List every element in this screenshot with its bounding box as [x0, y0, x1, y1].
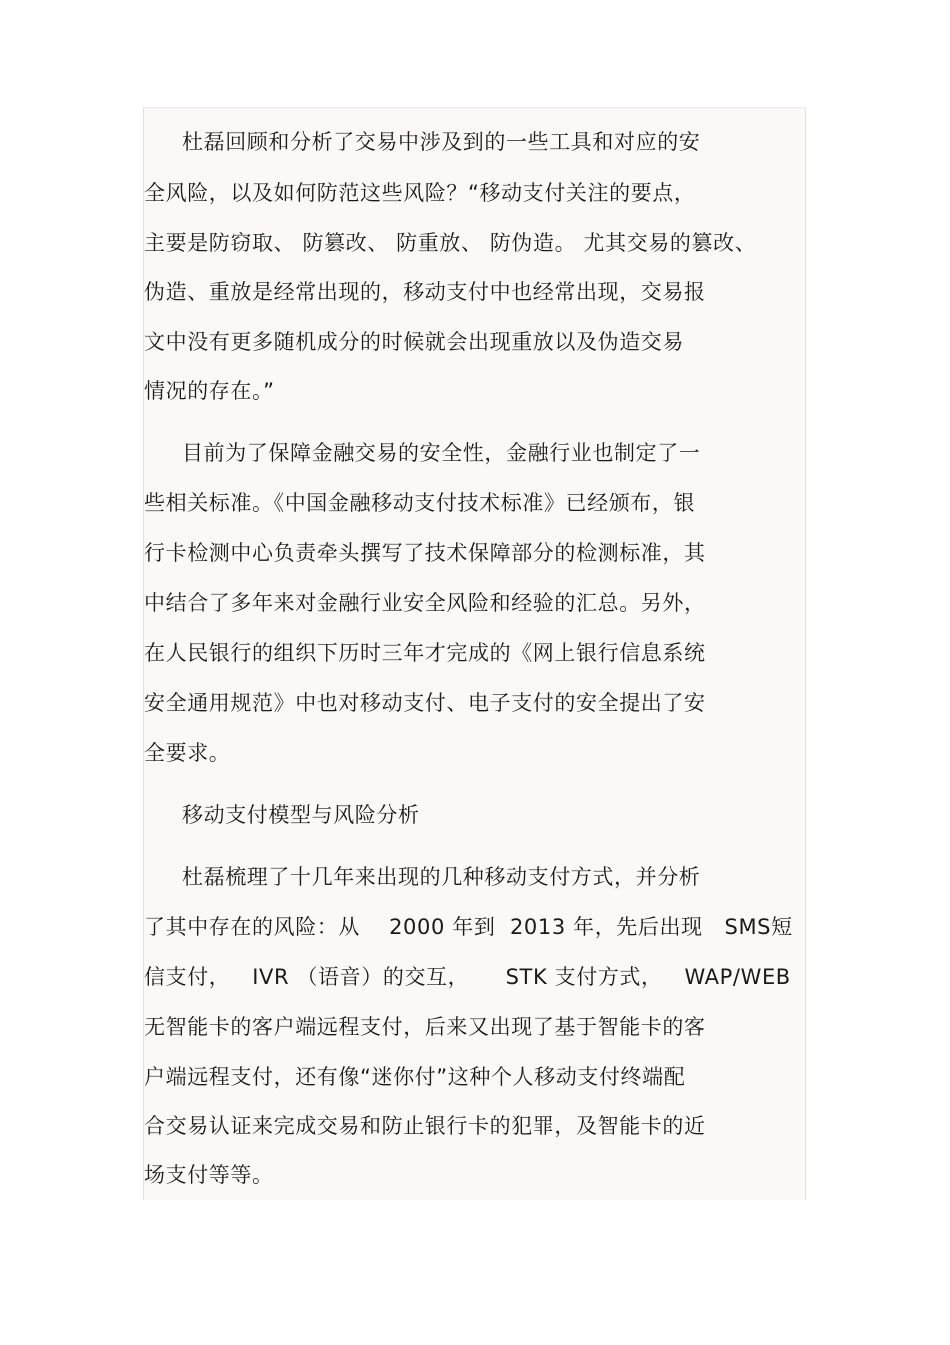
- paragraph-4-line-6: 合交易认证来完成交易和防止银行卡的犯罪，及智能卡的近: [144, 1114, 706, 1138]
- paragraph-2-line-3: 行卡检测中心负责牵头撰写了技术保障部分的检测标准，其: [144, 541, 706, 565]
- paragraph-2-line-1: 目前为了保障金融交易的安全性，金融行业也制定了一: [182, 441, 701, 465]
- paragraph-2-line-7: 全要求。: [144, 741, 231, 765]
- paragraph-2-line-6: 安全通用规范》中也对移动支付、电子支付的安全提出了安: [144, 691, 706, 715]
- paragraph-1-line-1: 杜磊回顾和分析了交易中涉及到的一些工具和对应的安: [182, 130, 701, 154]
- paragraph-1-line-5: 文中没有更多随机成分的时候就会出现重放以及伪造交易: [144, 330, 684, 354]
- paragraph-1-line-6: 情况的存在。”: [144, 379, 275, 403]
- paragraph-4-line-4: 无智能卡的客户端远程支付，后来又出现了基于智能卡的客: [144, 1015, 706, 1039]
- paragraph-4-line-2: 了其中存在的风险：从 2000 年到 2013 年，先后出现 SMS短: [144, 915, 793, 939]
- paragraph-1-line-3: 主要是防窃取、 防篡改、 防重放、 防伪造。 尤其交易的篡改、: [144, 231, 757, 255]
- paragraph-1-line-4: 伪造、重放是经常出现的，移动支付中也经常出现，交易报: [144, 280, 706, 304]
- paragraph-4-line-7: 场支付等等。: [144, 1163, 274, 1187]
- paragraph-4-line-3: 信支付， IVR （语音）的交互， STK 支付方式， WAP/WEB: [144, 965, 791, 989]
- paragraph-4-line-5: 户端远程支付，还有像“迷你付”这种个人移动支付终端配: [144, 1065, 686, 1089]
- paragraph-2-line-5: 在人民银行的组织下历时三年才完成的《网上银行信息系统: [144, 641, 706, 665]
- paragraph-2-line-2: 些相关标准。《中国金融移动支付技术标准》已经颁布，银: [144, 491, 696, 515]
- document-page: [143, 107, 806, 1200]
- paragraph-4-line-1: 杜磊梳理了十几年来出现的几种移动支付方式，并分析: [182, 865, 701, 889]
- paragraph-2-line-4: 中结合了多年来对金融行业安全风险和经验的汇总。另外，: [144, 591, 706, 615]
- section-heading: 移动支付模型与风险分析: [182, 803, 420, 827]
- paragraph-1-line-2: 全风险，以及如何防范这些风险？“移动支付关注的要点，: [144, 181, 696, 205]
